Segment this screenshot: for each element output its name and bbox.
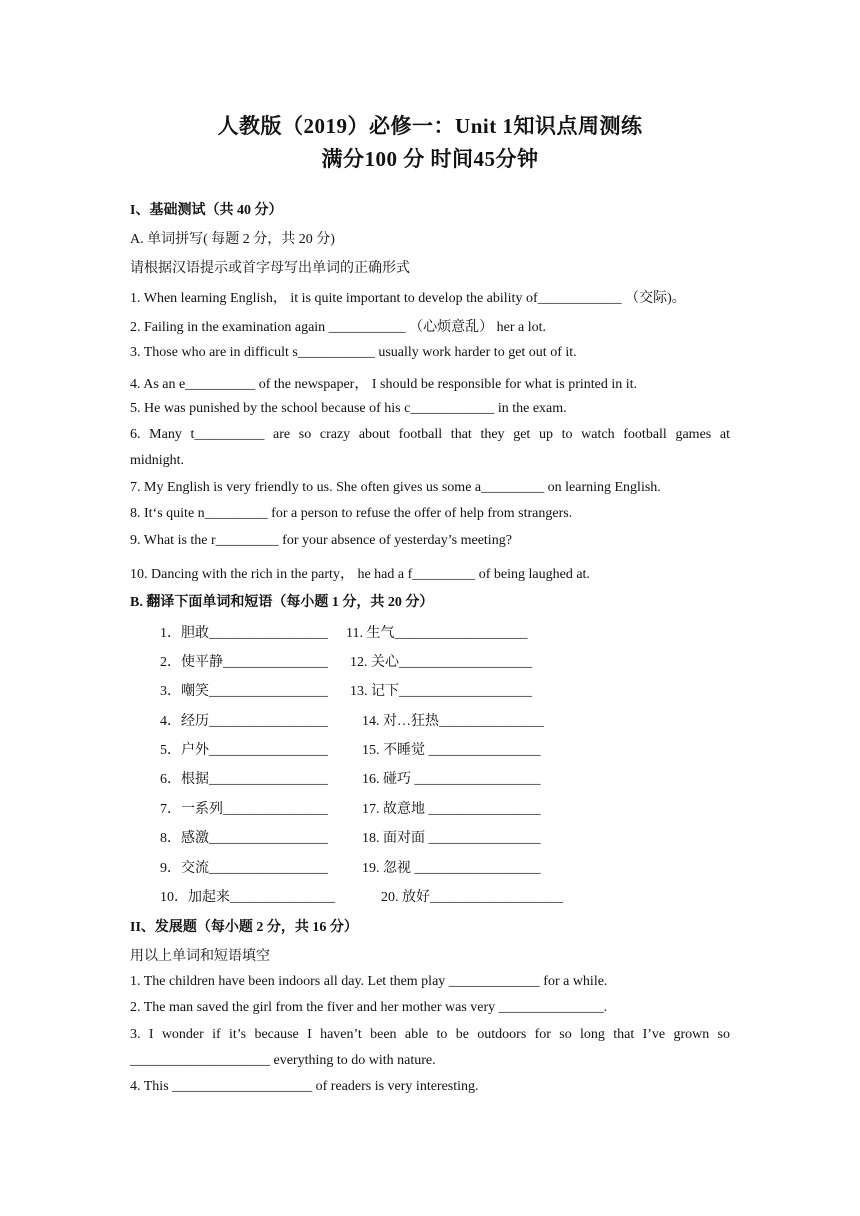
translation-item: 11. 生气___________________	[346, 626, 528, 641]
translation-item: 2．使平静_______________	[160, 655, 328, 670]
part-a-item: 5. He was punished by the school because of his c____________ in the exam.	[130, 401, 567, 416]
part-b-heading: B. 翻译下面单词和短语（每小题 1 分，共 20 分）	[130, 595, 434, 610]
translation-item: 13. 记下___________________	[350, 684, 532, 699]
part-a-item: 10. Dancing with the rich in the party， he had a f_________ of being laughed at.	[130, 567, 590, 582]
fill-blank-item: 3. I wonder if it’s because I haven’t been able to be outdoors for so long that I’ve grown so	[130, 1027, 730, 1042]
part-a-item: 2. Failing in the examination again ___________ （心烦意乱） her a lot.	[130, 320, 547, 335]
translation-item: 3．嘲笑_________________	[160, 684, 328, 699]
translation-item: 1．胆敢_________________	[160, 626, 328, 641]
fill-blank-item: 1. The children have been indoors all day. Let them play _____________ for a while.	[130, 974, 608, 989]
translation-item: 7．一系列_______________	[160, 802, 328, 817]
translation-item: 17. 故意地 ________________	[362, 802, 541, 817]
part-a-item: 6. Many t__________ are so crazy about football that they get up to watch football games at	[130, 427, 730, 442]
fill-blank-item: 4. This ____________________ of readers is very interesting.	[130, 1079, 479, 1094]
translation-item: 4．经历_________________	[160, 714, 328, 729]
translation-item: 14. 对…狂热_______________	[362, 714, 544, 729]
translation-item: 10．加起来_______________	[160, 890, 335, 905]
section-1-heading: I、基础测试（共 40 分）	[130, 203, 283, 218]
part-a-instruction: 请根据汉语提示或首字母写出单词的正确形式	[130, 261, 410, 276]
section-2-heading: II、发展题（每小题 2 分，共 16 分）	[130, 920, 358, 935]
part-a-item-continuation: midnight.	[130, 453, 185, 468]
document-subtitle: 满分100 分 时间45分钟	[321, 147, 539, 171]
translation-item: 8．感激_________________	[160, 831, 328, 846]
fill-blank-item-continuation: ____________________ everything to do with nature.	[130, 1053, 436, 1068]
part-a-item: 1. When learning English， it is quite important to develop the ability of____________ （交际)。	[130, 291, 686, 306]
part-a-item: 4. As an e__________ of the newspaper， I should be responsible for what is printed in it.	[130, 377, 638, 392]
part-a-heading: A. 单词拼写( 每题 2 分，共 20 分)	[130, 232, 335, 247]
part-a-item: 9. What is the r_________ for your absence of yesterday’s meeting?	[130, 533, 512, 548]
translation-item: 19. 忽视 __________________	[362, 861, 541, 876]
document-title: 人教版（2019）必修一：Unit 1知识点周测练	[217, 114, 643, 138]
translation-item: 5．户外_________________	[160, 743, 328, 758]
translation-item: 16. 碰巧 __________________	[362, 772, 541, 787]
part-a-item: 8. It‘s quite n_________ for a person to refuse the offer of help from strangers.	[130, 506, 573, 521]
translation-item: 9．交流_________________	[160, 861, 328, 876]
translation-item: 15. 不睡觉 ________________	[362, 743, 541, 758]
part-a-item: 3. Those who are in difficult s___________ usually work harder to get out of it.	[130, 345, 577, 360]
section-2-instruction: 用以上单词和短语填空	[130, 949, 270, 964]
part-a-item: 7. My English is very friendly to us. She often gives us some a_________ on learning English.	[130, 480, 661, 495]
translation-item: 6．根据_________________	[160, 772, 328, 787]
translation-item: 12. 关心___________________	[350, 655, 532, 670]
fill-blank-item: 2. The man saved the girl from the fiver and her mother was very _______________.	[130, 1000, 608, 1015]
translation-item: 20. 放好___________________	[381, 890, 563, 905]
translation-item: 18. 面对面 ________________	[362, 831, 541, 846]
